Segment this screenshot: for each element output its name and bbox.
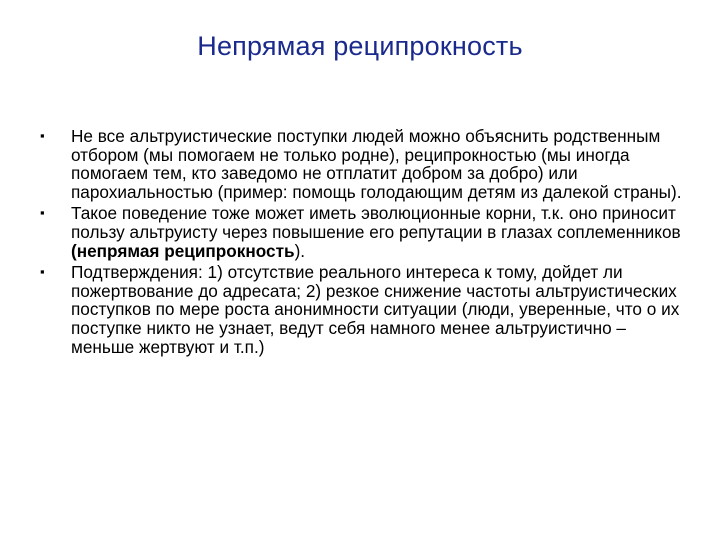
bullet-square-icon: ▪ [40,205,45,221]
bullet-item-1 [40,127,690,201]
bullet-square-icon: ▪ [40,264,45,280]
bullet-text-2-bold: (непрямая реципрокность [71,240,295,261]
bullet-square-icon: ▪ [40,128,45,143]
bullet-text-1: Не все альтруистические поступки людей можно объяснить родственным отбором (мы помогаем не только родне), реципрокностью (мы иногда помогаем тем, кто заведомо не отплатит добром за добро) или парохиальностью (пример: помощь голодающим детям из далекой страны). [71,126,682,202]
bullet-item-3 [40,263,690,356]
bullet-text-3: Подтверждения: 1) отсутствие реального интереса к тому, дойдет ли пожертвование до адресата; 2) резкое снижение частоты альтруистических поступков по мере роста анонимности ситуации (люди, уверенные, что о их поступке никто не узнает, ведут себя намного менее альтруистично – меньше жертвуют и т.п.) [71,262,680,357]
bullet-item-2 [40,204,690,260]
bullet-text-2-end: ). [294,240,306,261]
slide-title: Непрямая реципрокность [197,31,523,61]
bullet-list [40,127,690,359]
bullet-text-2: Такое поведение тоже может иметь эволюционные корни, т.к. оно приносит пользу альтруисту через повышение его репутации в глазах соплеменников [71,203,681,242]
